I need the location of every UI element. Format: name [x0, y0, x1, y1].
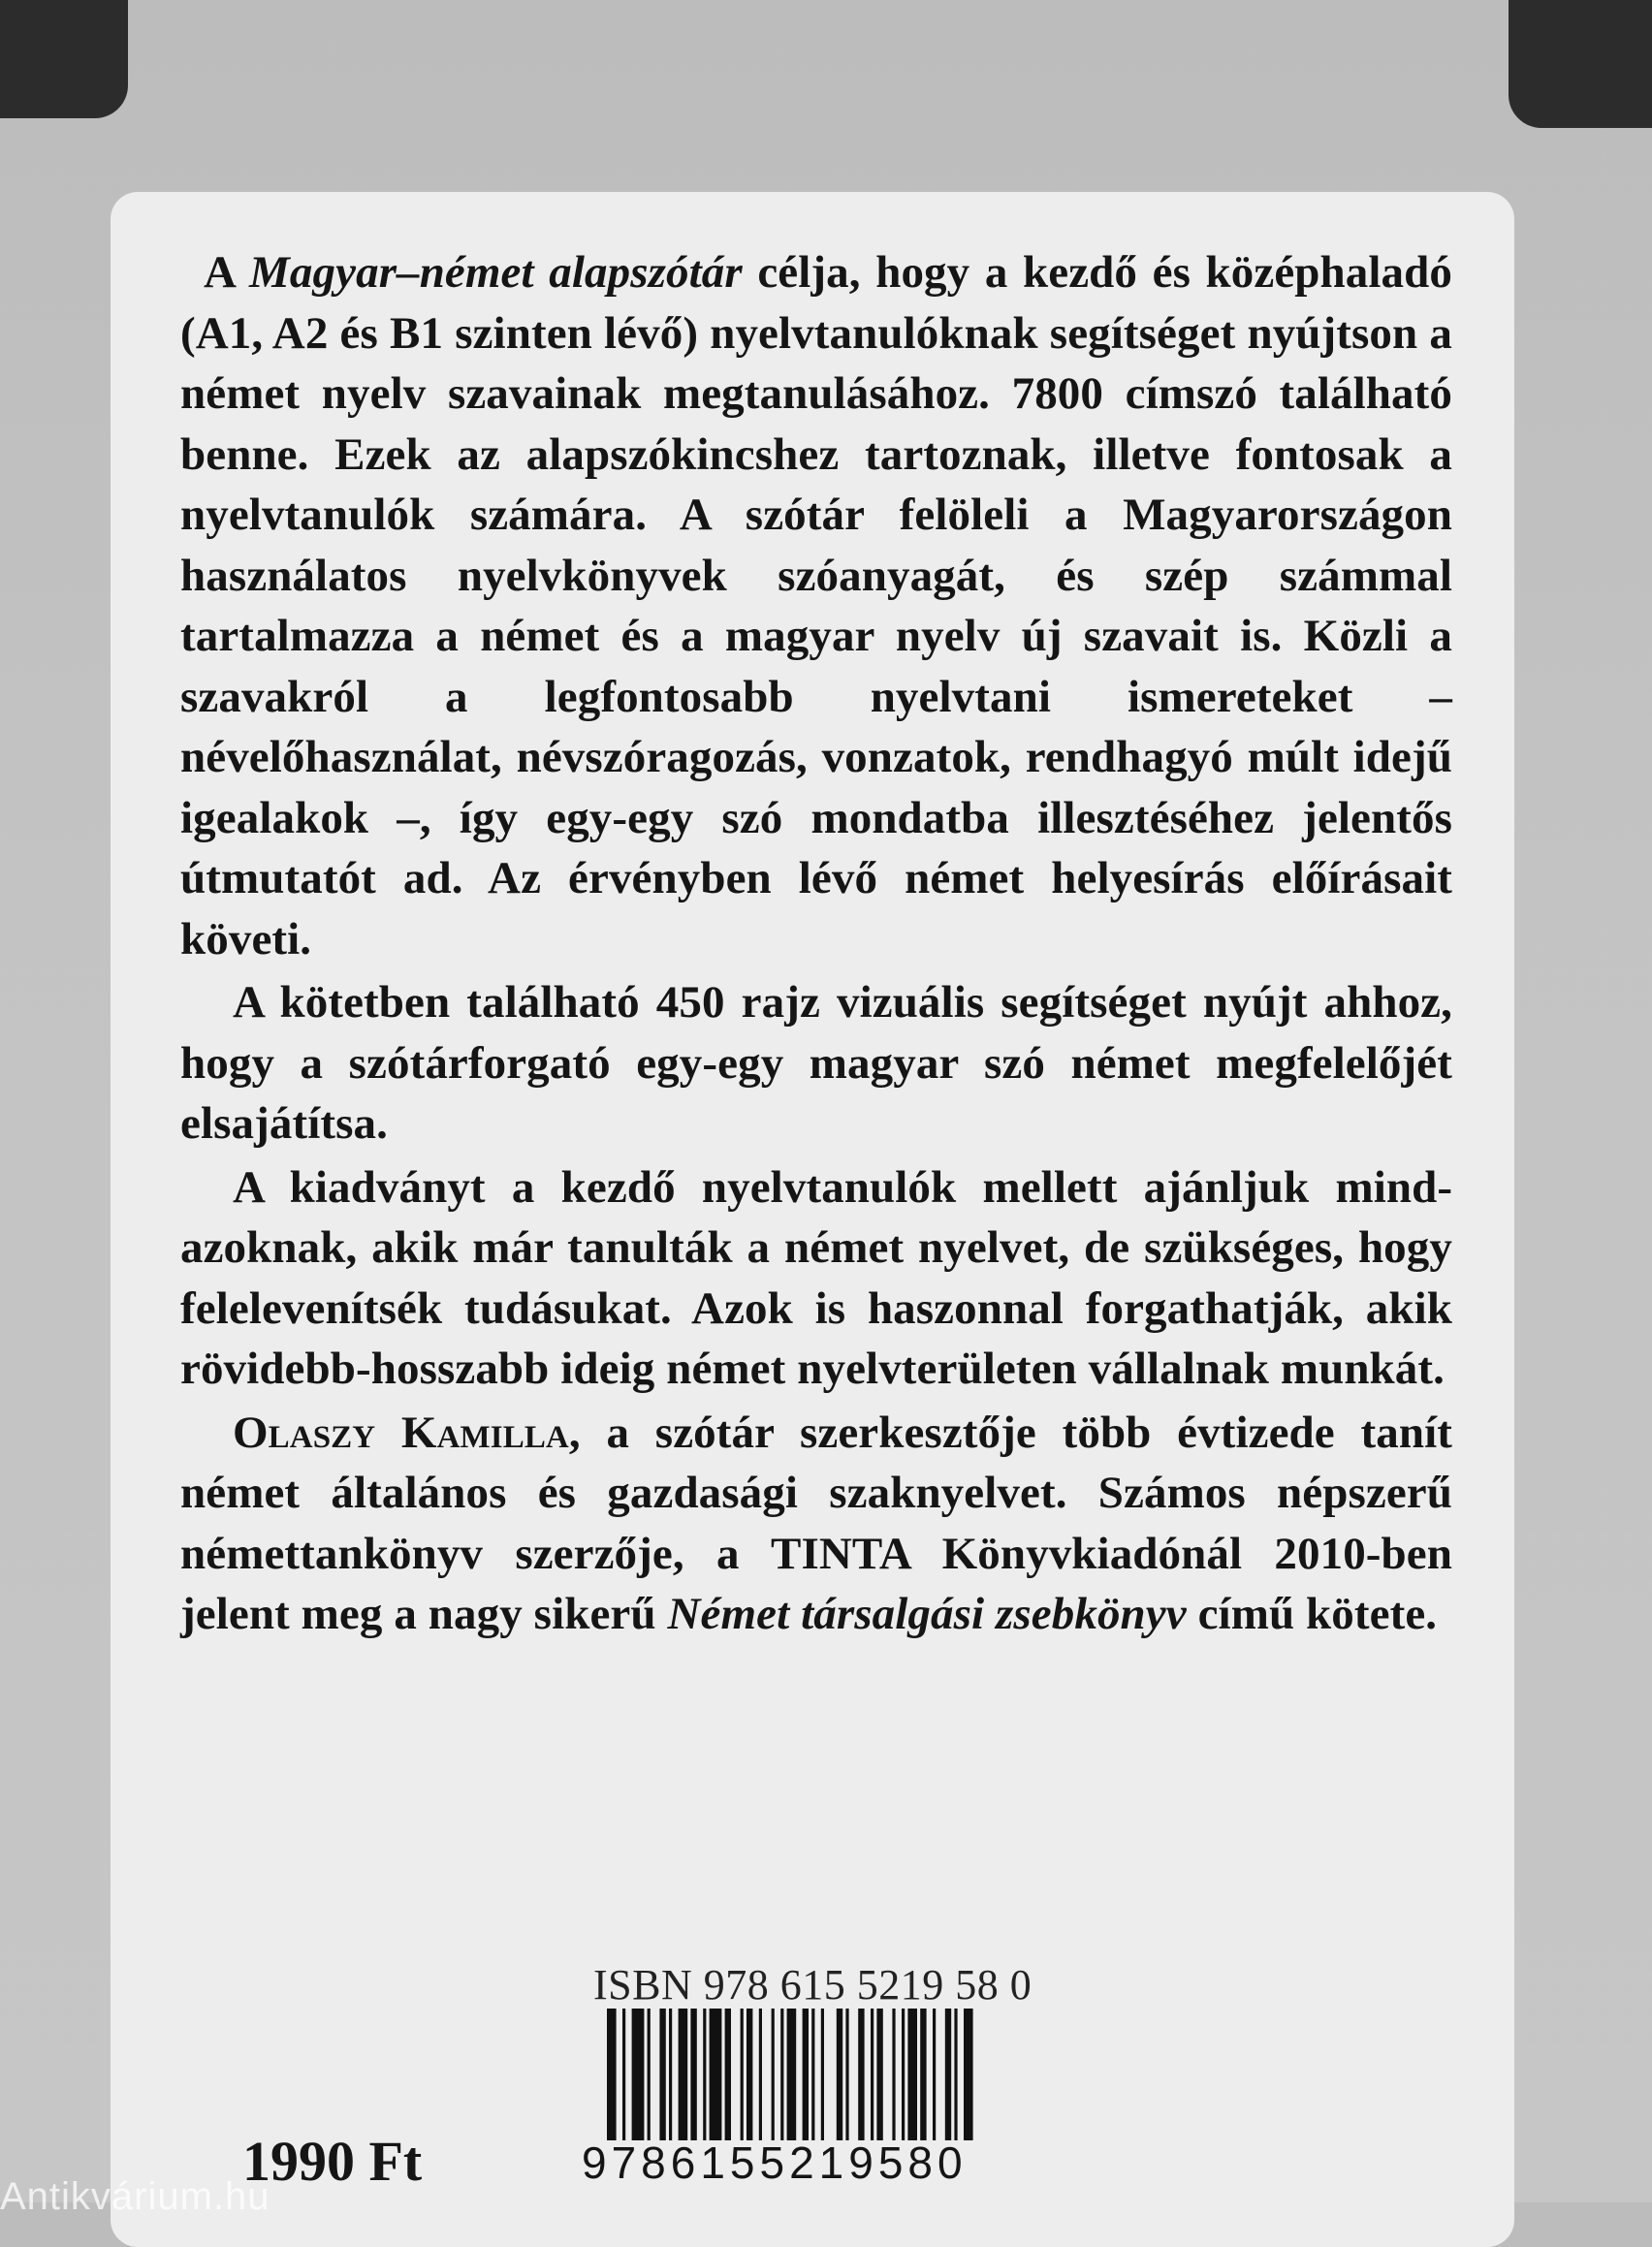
barcode-bar [803, 2009, 809, 2140]
dark-corner-right [1509, 0, 1652, 128]
barcode-bar [892, 2009, 895, 2140]
barcode-bar [811, 2009, 814, 2140]
barcode-bar [632, 2009, 645, 2140]
barcode-bar [787, 2009, 797, 2140]
barcode-bar [858, 2009, 864, 2140]
barcode-bar [679, 2009, 688, 2140]
barcode-bar [902, 2009, 905, 2140]
paragraph-audience: A kiadványt a kezdő nyelvtanulók mellett ajánljuk mindazoknak, akik már tanulták a német nyelvet, de szükséges, hogy felelevenítsék tudásukat. Azok is haszonnal forgathatják, akik rövidebb-hosszabb ideig német nyelvterületen vállalnak munkát. [180, 1161, 1452, 1394]
barcode-bar [659, 2009, 665, 2140]
barcode-bar [690, 2009, 696, 2140]
barcode-bar [780, 2009, 783, 2140]
paragraph-drawings: A kötetben található 450 rajz vizuális segítséget nyújt ahhoz, hogy a szótárforgató egy-egy magyar szó német megfelelőjét elsajátítsa. [180, 977, 1452, 1149]
book-description [180, 242, 1452, 1648]
barcode-bar [703, 2009, 706, 2140]
barcode-bar [871, 2009, 874, 2140]
isbn-label: ISBN 978 615 5219 58 0 [593, 1961, 1032, 2009]
paragraph-author: Olaszy Kamilla, a szótár szerkesztője több évtizede tanít német általános és gazdasági szaknyelvet. Számos népszerű némettankönyv szerzője, a TINTA Könyvkiadónál 2010-ben jelent meg a nagy sikerű Német társalgási zsebkönyv című kötete. [180, 1407, 1452, 1639]
barcode-bar [954, 2009, 957, 2140]
author-name: Olaszy Kamilla [233, 1407, 569, 1458]
other-book-title: Német társalgási zsebkönyv [667, 1589, 1187, 1639]
price: 1990 Ft [242, 2130, 423, 2193]
barcode-digits: 9786155219580 [582, 2137, 968, 2188]
barcode-bar [710, 2009, 722, 2140]
barcode-bar [759, 2009, 762, 2140]
barcode-bar [964, 2009, 973, 2140]
barcode-bar [622, 2009, 625, 2140]
barcode-bar [725, 2009, 731, 2140]
barcode-bar [741, 2009, 744, 2140]
barcode-bar [648, 2009, 651, 2140]
barcode-bar [837, 2009, 842, 2140]
barcode-bar [669, 2009, 672, 2140]
barcode-bar [821, 2009, 824, 2140]
barcode [607, 2009, 1049, 2140]
barcode-bar [845, 2009, 848, 2140]
dark-corner-left [0, 0, 128, 118]
barcode-bar [772, 2009, 775, 2140]
barcode-bar [747, 2009, 752, 2140]
barcode-bar [876, 2009, 882, 2140]
barcode-bar [933, 2009, 936, 2140]
barcode-bar [945, 2009, 951, 2140]
barcode-bar [920, 2009, 926, 2140]
barcode-bar [907, 2009, 917, 2140]
book-title: Magyar–német alapszótár [249, 247, 743, 298]
watermark: Antikvárium.hu [0, 2175, 270, 2218]
barcode-bar [607, 2009, 617, 2140]
paragraph-intro: A Magyar–német alapszótár célja, hogy a kezdő és középhaladó (A1, A2 és B1 szinten lévő) nyelvtanulóknak segítséget nyújtson a német nyelv szavainak megtanulásához. 7800 címszó található benne. Ezek az alapszókincshez tartoznak, illetve fontosak a nyelvtanulók számára. A szótár felöleli a Magyarországon használatos nyelvkönyvek szóanyagát, és szép számmal tartalmazza a német és a magyar nyelv új szavait is. Közli a szavakról a legfontosabb nyelvtani ismereteket – névelőhasználat, névszóragozás, vonzatok, rendhagyó múlt idejű igealakok –, így egy-egy szó mondatba illesztéséhez jelentős útmutatót ad. Az érvényben lévő német helyesírás előírásait követi. [180, 247, 1452, 965]
